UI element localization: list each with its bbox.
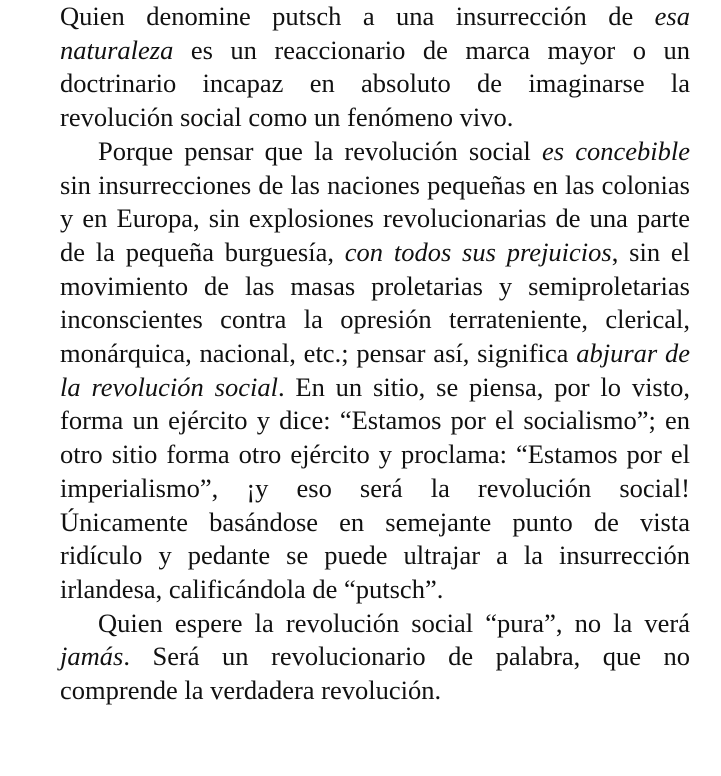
text-segment: sin insurrecciones de las naciones pequeñas en las colonias y en Europa, sin explosiones revolucionarias de una parte de la pequeña burguesía, bbox=[60, 169, 690, 267]
text-segment: Quien espere la revolución social “pura”, no la verá bbox=[98, 607, 690, 638]
text-segment: . En un sitio, se piensa, por lo visto, forma un ejército y dice: “Estamos por el socialismo”; en otro sitio forma otro ejército y proclama: “Estamos por el imperialismo”, ¡y eso será la revolución social! Únicamente basándose en semejante punto de vista ridículo y pedante se puede ultrajar a la insurrección irlandesa, calificándola de “putsch”. bbox=[60, 371, 690, 604]
text-segment: Quien denomine putsch a una insurrección de bbox=[60, 1, 655, 31]
italic-segment: abjurar de la revolución social bbox=[60, 338, 690, 402]
italic-segment: esa naturaleza bbox=[60, 1, 690, 65]
paragraph-3 bbox=[60, 607, 690, 708]
text-segment: Porque pensar que la revolución social bbox=[98, 135, 542, 166]
paragraph-2 bbox=[60, 135, 690, 607]
text-segment: es un reaccionario de marca mayor o un doctrinario incapaz en absoluto de imaginarse la revolución social como un fenómeno vivo. bbox=[60, 34, 690, 133]
text-segment: . Será un revolucionario de palabra, que no comprende la verdadera revolución. bbox=[60, 641, 690, 706]
italic-segment: jamás bbox=[60, 641, 124, 672]
italic-segment: es concebible bbox=[541, 135, 690, 166]
text-segment: , sin el movimiento de las masas proletarias y semiproletarias inconscientes contra la opresión terrateniente, clerical, monárquica, nacional, etc.; pensar así, significa bbox=[60, 236, 690, 369]
paragraph-1 bbox=[60, 0, 690, 135]
italic-segment: con todos sus prejuicios bbox=[344, 236, 612, 267]
